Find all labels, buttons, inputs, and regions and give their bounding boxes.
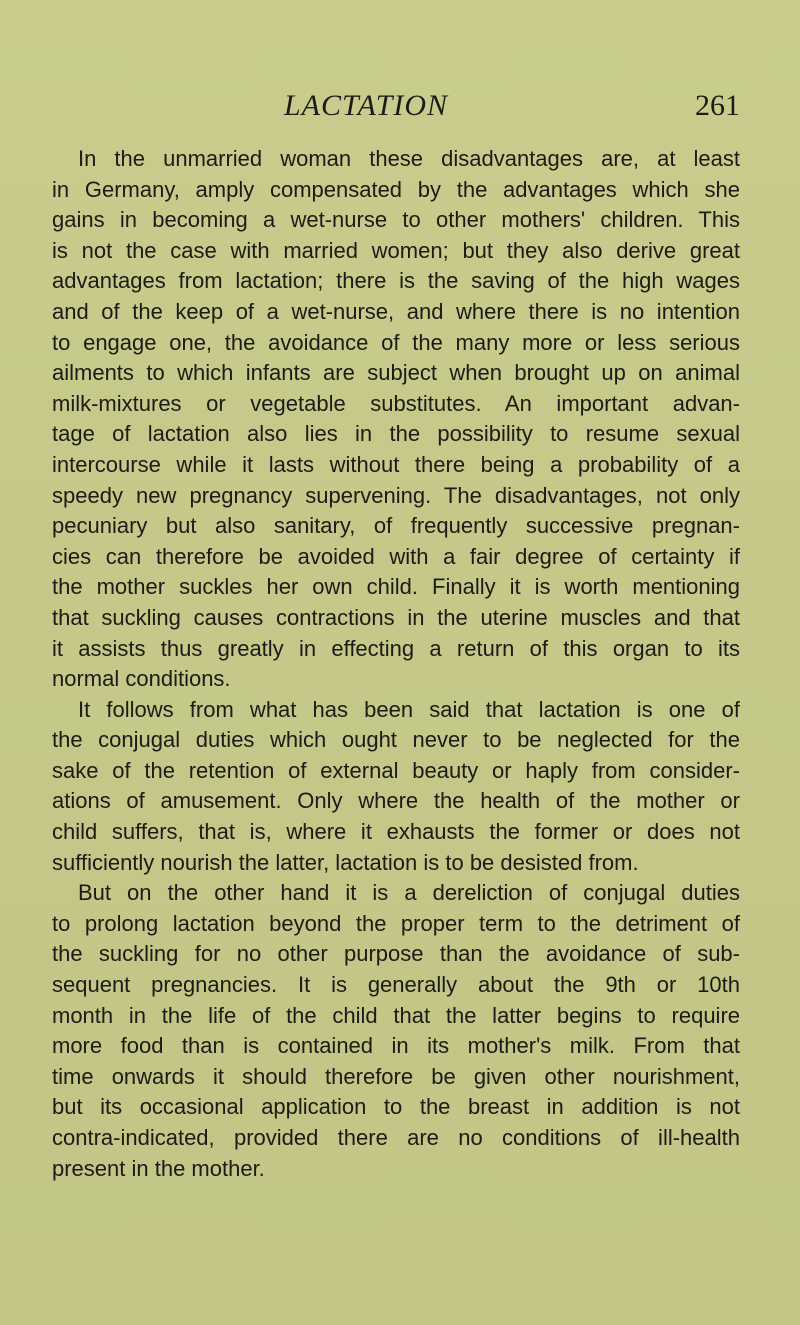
text-line: present in the mother. [52,1155,265,1181]
text-line: milk-mixtures or vegetable substitutes. An important advan- [52,390,740,416]
text-line: contra-indicated, provided there are no conditions of ill-health [52,1125,740,1150]
text-line: But on the other hand it is a dereliction of conjugal duties [78,880,740,906]
text-line: but its occasional application to the breast in addition is not [52,1094,740,1120]
page-number: 261 [695,89,740,122]
text-line: the conjugal duties which ought never to be neglected for the [52,727,740,753]
body-text [52,144,740,1184]
text-line: it assists thus greatly in effecting a return of this organ to its [52,635,740,661]
running-head [52,86,740,126]
text-line: intercourse while it lasts without there being a probability of a [52,451,740,477]
text-line: normal conditions. [52,666,231,692]
text-line: pecuniary but also sanitary, of frequently successive pregnan- [52,513,740,539]
text-line: It follows from what has been said that lactation is one of [78,696,740,722]
text-line: speedy new pregnancy supervening. The disadvantages, not only [52,482,740,508]
text-line: sufficiently nourish the latter, lactation is to be desisted from. [52,849,639,875]
text-line: time onwards it should therefore be given other nourishment, [52,1063,740,1089]
text-line: is not the case with married women; but they also derive great [52,237,740,263]
text-line: child suffers, that is, where it exhausts the former or does not [52,819,740,845]
text-line: to engage one, the avoidance of the many more or less serious [52,329,740,355]
text-line: cies can therefore be avoided with a fair degree of certainty if [52,543,740,569]
text-line: and of the keep of a wet-nurse, and where there is no intention [52,298,740,324]
text-line: sequent pregnancies. It is generally about the 9th or 10th [52,972,740,998]
running-title: LACTATION [284,89,449,122]
text-line: ations of amusement. Only where the health of the mother or [52,788,740,814]
text-line: more food than is contained in its mother's milk. From that [52,1033,740,1059]
text-line: the mother suckles her own child. Finally it is worth mentioning [52,574,740,600]
text-line: gains in becoming a wet-nurse to other mothers' children. This [52,207,740,233]
text-line: advantages from lactation; there is the saving of the high wages [52,268,740,294]
text-line: month in the life of the child that the latter begins to require [52,1002,740,1028]
text-line: that suckling causes contractions in the uterine muscles and that [52,604,740,630]
text-line: ailments to which infants are subject when brought up on animal [52,360,740,386]
text-line: tage of lactation also lies in the possibility to resume sexual [52,421,740,447]
text-line: sake of the retention of external beauty or haply from consider- [52,757,740,783]
text-line: in Germany, amply compensated by the advantages which she [52,176,740,202]
text-line: the suckling for no other purpose than the avoidance of sub- [52,941,740,967]
text-line: In the unmarried woman these disadvantages are, at least [78,146,740,171]
text-line: to prolong lactation beyond the proper term to the detriment of [52,910,740,936]
